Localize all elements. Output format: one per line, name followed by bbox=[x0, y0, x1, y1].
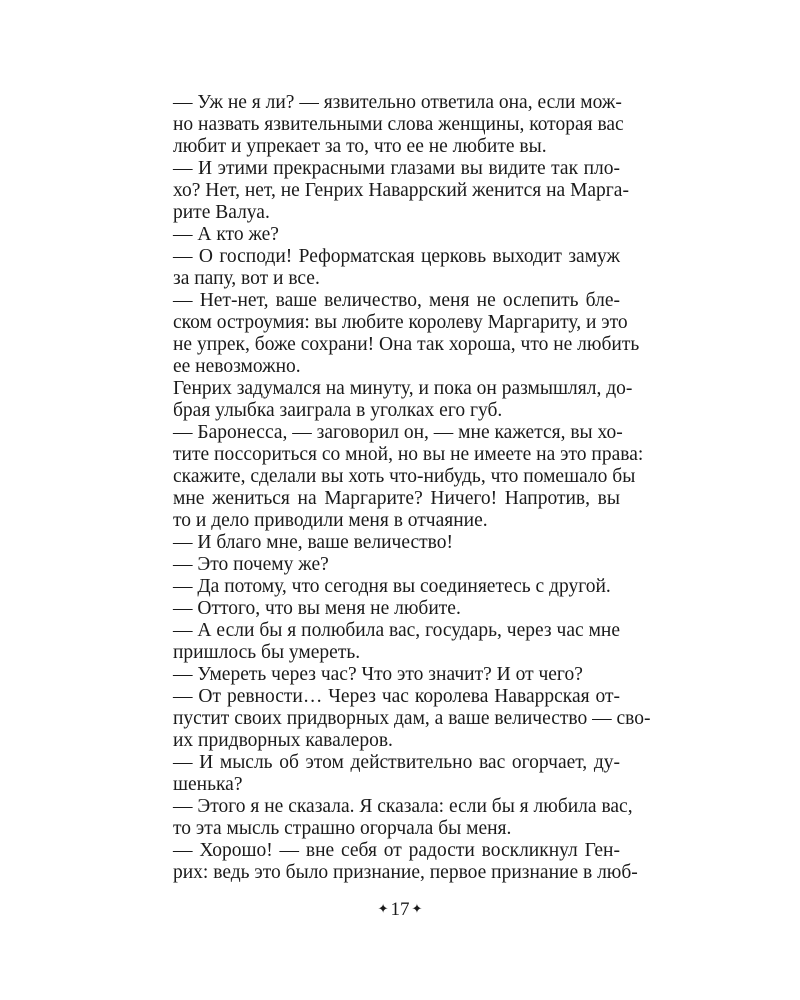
text-line: — Оттого, что вы меня не любите. bbox=[173, 598, 461, 619]
text-line: — Нет-нет, ваше величество, меня не ослепить бле- bbox=[173, 290, 620, 311]
text-line: шенька? bbox=[173, 774, 243, 795]
page-number: 17 bbox=[390, 899, 410, 920]
text-line: — Баронесса, — заговорил он, — мне кажется, вы хо- bbox=[173, 422, 623, 443]
text-line: брая улыбка заиграла в уголках его губ. bbox=[173, 400, 503, 421]
text-line: их придворных кавалеров. bbox=[173, 730, 393, 751]
text-line: ее невозможно. bbox=[173, 356, 301, 377]
text-line: — И мысль об этом действительно вас огорчает, ду- bbox=[173, 752, 620, 773]
text-line: рих: ведь это было признание, первое признание в люб- bbox=[173, 862, 638, 883]
text-line: мне жениться на Маргарите? Ничего! Напротив, вы bbox=[173, 488, 620, 509]
text-line: то и дело приводили меня в отчаяние. bbox=[173, 510, 488, 531]
text-line: скажите, сделали вы хоть что-нибудь, что помешало бы bbox=[173, 466, 636, 487]
text-line: тите поссориться со мной, но вы не имеете на это права: bbox=[173, 444, 644, 465]
text-line: — А кто же? bbox=[173, 224, 279, 245]
text-line: рите Валуа. bbox=[173, 202, 270, 223]
text-line: ском остроумия: вы любите королеву Маргариту, и это bbox=[173, 312, 628, 333]
text-line: — Это почему же? bbox=[173, 554, 329, 575]
text-line: Генрих задумался на минуту, и пока он размышлял, до- bbox=[173, 378, 633, 399]
text-line: пришлось бы умереть. bbox=[173, 642, 361, 663]
text-line: но назвать язвительными слова женщины, которая вас bbox=[173, 114, 624, 135]
right-ornament-icon: ✦ bbox=[411, 901, 423, 916]
text-line: хо? Нет, нет, не Генрих Наваррский женится на Марга- bbox=[173, 180, 629, 201]
text-line: пустит своих придворных дам, а ваше величество — сво- bbox=[173, 708, 651, 729]
text-line: — От ревности… Через час королева Наваррская от- bbox=[173, 686, 620, 707]
page-folio bbox=[0, 898, 800, 921]
text-line: — Умереть через час? Что это значит? И от чего? bbox=[173, 664, 583, 685]
text-line: — О господи! Реформатская церковь выходит замуж bbox=[173, 246, 620, 267]
body-text bbox=[173, 92, 651, 884]
text-line: — И этими прекрасными глазами вы видите так пло- bbox=[173, 158, 620, 179]
text-line: — И благо мне, ваше величество! bbox=[173, 532, 453, 553]
text-line: за папу, вот и все. bbox=[173, 268, 320, 289]
left-ornament-icon: ✦ bbox=[377, 901, 389, 916]
text-line: — Этого я не сказала. Я сказала: если бы я любила вас, bbox=[173, 796, 633, 817]
text-line: любит и упрекает за то, что ее не любите вы. bbox=[173, 136, 547, 157]
text-line: — А если бы я полюбила вас, государь, через час мне bbox=[173, 620, 620, 641]
text-line: — Уж не я ли? — язвительно ответила она, если мож- bbox=[173, 92, 622, 113]
text-line: не упрек, боже сохрани! Она так хороша, что не любить bbox=[173, 334, 640, 355]
text-line: — Хорошо! — вне себя от радости воскликнул Ген- bbox=[173, 840, 620, 861]
text-line: то эта мысль страшно огорчала бы меня. bbox=[173, 818, 512, 839]
text-line: — Да потому, что сегодня вы соединяетесь с другой. bbox=[173, 576, 611, 597]
